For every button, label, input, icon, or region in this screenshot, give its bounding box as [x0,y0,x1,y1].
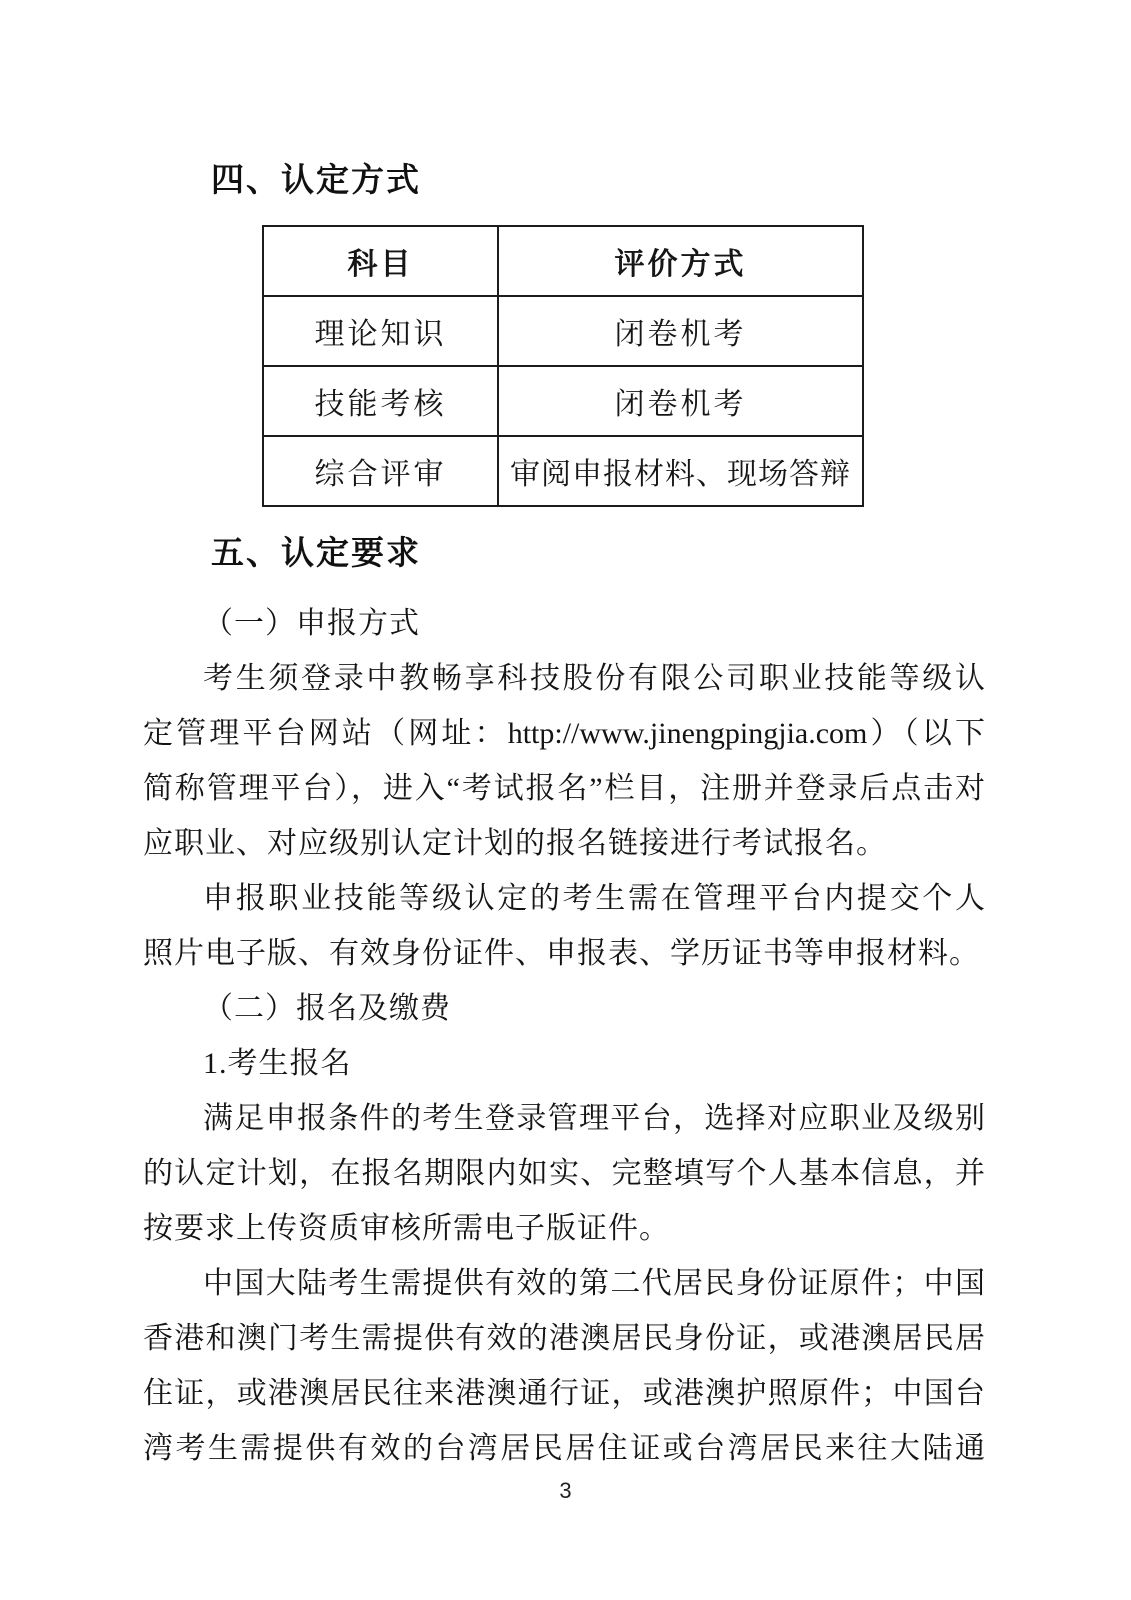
paragraph-line: 简称管理平台），进入“考试报名”栏目，注册并登录后点击对 [143,772,985,805]
table-row [263,366,863,436]
paragraph-line: 住证，或港澳居民往来港澳通行证，或港澳护照原件；中国台 [143,1377,985,1410]
section-heading-4: 四、认定方式 [211,161,421,198]
paragraph-line: 照片电子版、有效身份证件、申报表、学历证书等申报材料。 [143,937,980,970]
table-row [263,296,863,366]
paragraph-line: 香港和澳门考生需提供有效的港澳居民身份证，或港澳居民居 [143,1322,985,1355]
table-cell-method: 闭卷机考 [498,366,863,436]
page-number: 3 [559,1478,572,1503]
evaluation-method-table [262,225,864,507]
paragraph-line: 湾考生需提供有效的台湾居民居住证或台湾居民来往大陆通 [143,1432,985,1465]
subheading-candidate-registration: 1.考生报名 [203,1047,352,1080]
paragraph-line: 的认定计划，在报名期限内如实、完整填写个人基本信息，并 [143,1157,985,1190]
table-cell-method: 审阅申报材料、现场答辩 [498,436,863,506]
subheading-registration-payment: （二）报名及缴费 [203,992,451,1025]
table-row [263,436,863,506]
table-header-subject: 科目 [263,226,498,296]
paragraph-line: 定管理平台网站（网址：http://www.jinengpingjia.com）（以下 [143,717,985,750]
table-cell-subject: 技能考核 [263,366,498,436]
paragraph-line: 按要求上传资质审核所需电子版证件。 [143,1212,670,1245]
section-heading-5: 五、认定要求 [211,534,421,571]
table-cell-subject: 综合评审 [263,436,498,506]
paragraph-line: 中国大陆考生需提供有效的第二代居民身份证原件；中国 [203,1267,985,1300]
subheading-application-method: （一）申报方式 [203,607,420,640]
paragraph-line: 应职业、对应级别认定计划的报名链接进行考试报名。 [143,827,887,860]
paragraph-line: 满足申报条件的考生登录管理平台，选择对应职业及级别 [203,1102,985,1135]
table-header-row [263,226,863,296]
body-text [143,596,985,1476]
table-cell-method: 闭卷机考 [498,296,863,366]
table-cell-subject: 理论知识 [263,296,498,366]
paragraph-line: 申报职业技能等级认定的考生需在管理平台内提交个人 [203,882,985,915]
table-header-method: 评价方式 [498,226,863,296]
paragraph-line: 考生须登录中教畅享科技股份有限公司职业技能等级认 [203,662,985,695]
